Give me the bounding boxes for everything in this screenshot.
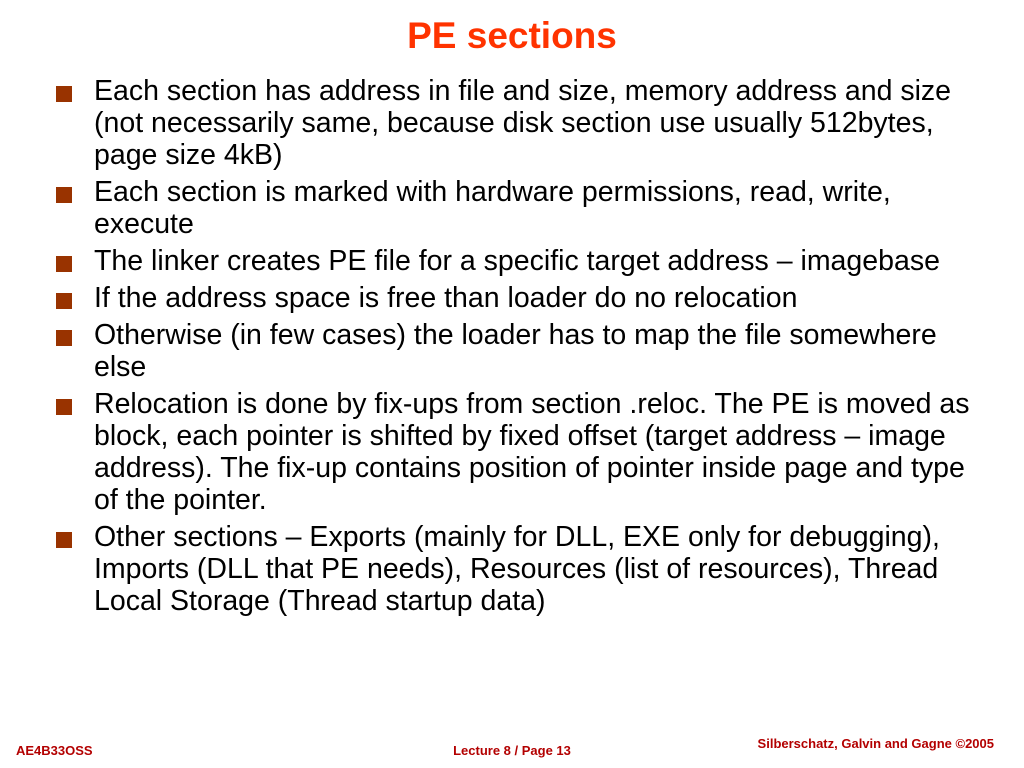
bullet-item [54,521,974,617]
footer-copyright: Silberschatz, Galvin and Gagne ©2005 [757,736,994,751]
square-bullet-icon [56,187,72,203]
bullet-item [54,282,974,314]
bullet-text: Each section is marked with hardware permissions, read, write, execute [94,176,891,240]
bullet-item [54,319,974,383]
square-bullet-icon [56,330,72,346]
bullet-text: Otherwise (in few cases) the loader has to map the file somewhere else [94,319,937,383]
square-bullet-icon [56,256,72,272]
slide-title: PE sections [407,15,617,56]
slide-footer [0,728,1024,768]
footer-page-number: Lecture 8 / Page 13 [453,743,571,758]
bullet-text: Other sections – Exports (mainly for DLL, EXE only for debugging), Imports (DLL that PE needs), Resources (list of resources), Thread Local Storage (Thread startup data) [94,521,940,617]
bullet-text: The linker creates PE file for a specific target address – imagebase [94,245,940,277]
bullet-item [54,245,974,277]
bullet-item [54,388,974,516]
bullet-text: Relocation is done by fix-ups from section .reloc. The PE is moved as block, each pointer is shifted by fixed offset (target address – image address). The fix-up contains position of pointer inside page and type of the pointer. [94,388,970,516]
bullet-list [54,75,974,622]
square-bullet-icon [56,293,72,309]
bullet-item [54,75,974,171]
bullet-text: If the address space is free than loader do no relocation [94,282,798,314]
square-bullet-icon [56,399,72,415]
footer-course-code: AE4B33OSS [16,743,93,758]
square-bullet-icon [56,532,72,548]
bullet-text: Each section has address in file and size, memory address and size (not necessarily same, because disk section use usually 512bytes, page size 4kB) [94,75,952,171]
square-bullet-icon [56,86,72,102]
bullet-item [54,176,974,240]
